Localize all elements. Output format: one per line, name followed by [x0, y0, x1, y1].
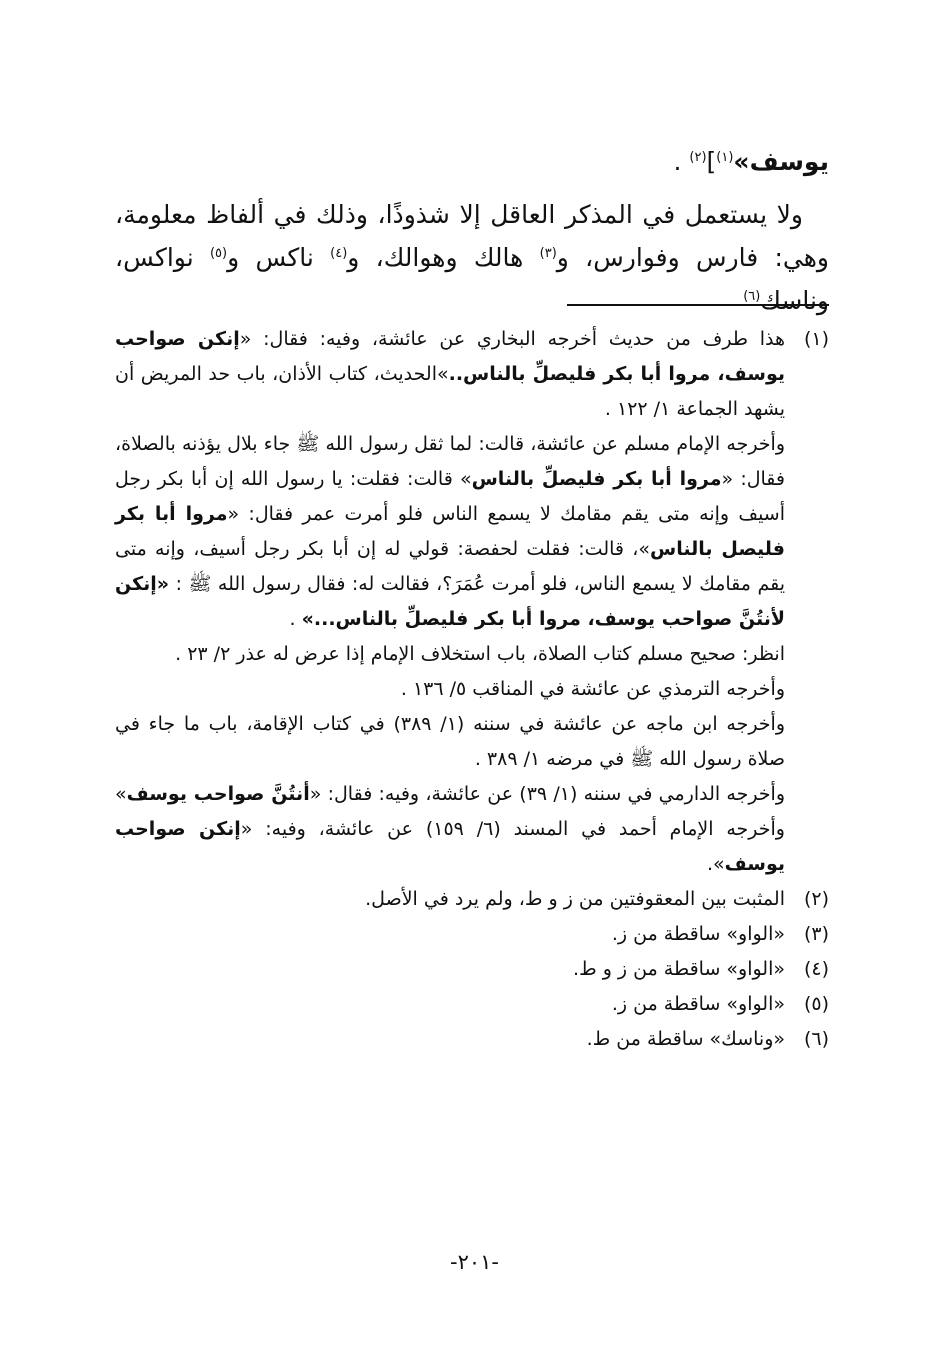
main-text — [115, 140, 829, 322]
footnote-1-para-f — [115, 777, 829, 882]
fn1-b5: »، قالت: فقلت لحفصة: قولي له إن أبا بكر رجل أسيف، وإنه متى يقم مقامك لا يسمع الناس، فلو أمرت عُمَرَ؟، فقالت له: فقال رسول الله ﷺ : — [115, 538, 785, 595]
footnote-2-number: (٢) — [803, 888, 829, 910]
main-line-1 — [115, 140, 829, 183]
main-line-1-end: . — [673, 147, 690, 176]
footnote-6 — [115, 1022, 829, 1057]
footnote-5-number: (٥) — [803, 993, 829, 1015]
main-paragraph-2-part-d: نواكس، وناسك — [115, 243, 829, 315]
footnote-2 — [115, 882, 829, 917]
footnote-1-para-a — [115, 322, 785, 427]
closing-bracket: ] — [706, 147, 717, 176]
main-line-1-word: يوسف» — [733, 147, 829, 176]
footnotes — [115, 322, 829, 1057]
fn1-f5: ». — [706, 853, 725, 875]
footnote-ref-4: (٤) — [330, 246, 348, 261]
footnote-6-number: (٦) — [803, 1028, 829, 1050]
fn1-a2: إنكن صواحب يوسف، مروا أبا بكر فليصلِّ بالناس.. — [115, 328, 786, 385]
fn1-b7: . — [289, 608, 302, 630]
fn1-a3: »الحديث، كتاب الأذان، باب حد المريض أن يشهد الجماعة ١/ ١٢٢ . — [115, 363, 785, 420]
footnote-5 — [115, 987, 829, 1022]
fn1-b4: مروا أبا بكر فليصل بالناس — [115, 503, 785, 560]
footnote-3-text: «الواو» ساقطة من ز. — [611, 923, 785, 945]
footnote-6-text: «وناسك» ساقطة من ط. — [586, 1028, 785, 1050]
footnote-ref-2: (٢) — [689, 150, 707, 165]
fn1-b1: وأخرجه الإمام مسلم عن عائشة، قالت: لما ثقل رسول الله ﷺ جاء بلال يؤذنه بالصلاة، فقال: « — [115, 433, 786, 490]
footnote-ref-1: (١) — [716, 150, 734, 165]
footnote-1-para-c: انظر: صحيح مسلم كتاب الصلاة، باب استخلاف الإمام إذا عرض له عذر ٢/ ٢٣ . — [175, 643, 785, 665]
fn1-b6: «إنكن لأنتُنَّ صواحب يوسف، مروا أبا بكر فليصلِّ بالناس...» — [115, 573, 785, 630]
main-paragraph-2-part-c: ناكس و — [227, 243, 331, 272]
footnote-1-body — [115, 322, 785, 427]
fn1-b3: » قالت: فقلت: يا رسول الله إن أبا بكر رجل أسيف وإنه متى يقم مقامك لا يسمع الناس فلو أمرت عمر فقال: « — [115, 468, 785, 525]
footnote-1-para-e: وأخرجه ابن ماجه عن عائشة في سننه (١/ ٣٨٩) في كتاب الإقامة، باب ما جاء في صلاة رسول الله ﷺ في مرضه ١/ ٣٨٩ . — [115, 713, 785, 770]
footnote-ref-6: (٦) — [743, 289, 761, 304]
footnote-1-para-d: وأخرجه الترمذي عن عائشة في المناقب ٥/ ١٣٦ . — [400, 678, 785, 700]
footnote-ref-5: (٥) — [209, 246, 228, 261]
footnote-1-number: (١) — [803, 328, 829, 350]
fn1-a1: هذا طرف من حديث أخرجه البخاري عن عائشة، وفيه: فقال: « — [239, 328, 785, 350]
fn1-f1: وأخرجه الدارمي في سننه (١/ ٣٩) عن عائشة، وفيه: فقال: « — [309, 783, 786, 805]
footnote-1 — [115, 322, 829, 427]
fn1-b2: مروا أبا بكر فليصلِّ بالناس — [471, 468, 722, 490]
footnote-4-text: «الواو» ساقطة من ز و ط. — [573, 958, 785, 980]
footnote-4 — [115, 952, 829, 987]
footnote-4-number: (٤) — [803, 958, 829, 980]
fn1-f3: » وأخرجه الإمام أحمد في المسند (٦/ ١٥٩) عن عائشة، وفيه: « — [115, 783, 785, 840]
page-number: -٢٠١- — [450, 1250, 499, 1274]
footnote-separator — [567, 304, 829, 306]
footnote-3-number: (٣) — [803, 923, 829, 945]
footnote-1-para-b — [115, 427, 829, 637]
footnote-2-text: المثبت بين المعقوفتين من ز و ط، ولم يرد في الأصل. — [365, 888, 785, 910]
main-paragraph-2-part-a: ولا يستعمل في المذكر العاقل إلا شذوذًا، وذلك في ألفاظ معلومة، وهي: فارس وفوارس، و — [115, 200, 829, 272]
fn1-f2: أنتُنَّ صواحب يوسف — [126, 783, 310, 805]
main-paragraph-2-part-b: هالك وهوالك، و — [347, 243, 540, 272]
footnote-3 — [115, 917, 829, 952]
footnote-5-text: «الواو» ساقطة من ز. — [611, 993, 785, 1015]
footnote-ref-3: (٣) — [539, 246, 557, 261]
main-paragraph-2 — [115, 193, 829, 322]
fn1-f4: إنكن صواحب يوسف — [115, 818, 785, 875]
